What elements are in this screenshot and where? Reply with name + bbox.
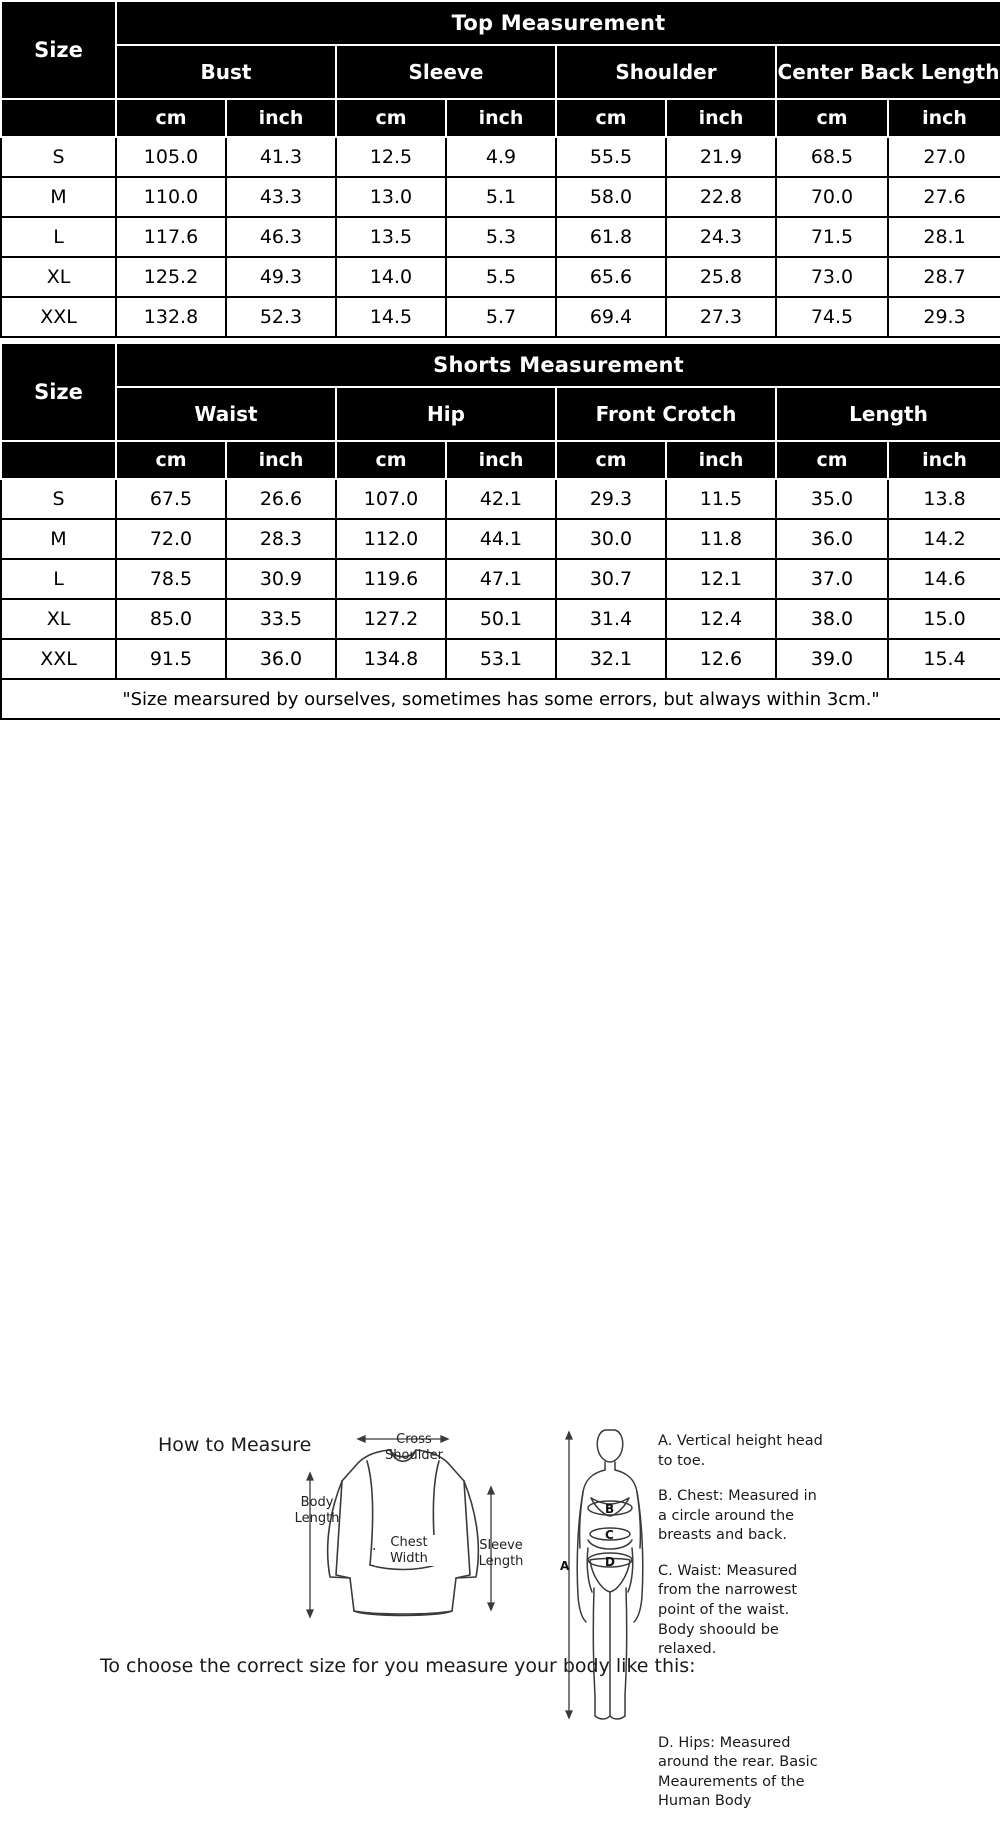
unit-inch-front-crotch: inch [666,441,776,479]
table-row-note [1,679,1000,719]
cell-value: 5.1 [446,177,556,217]
cell-value: 72.0 [116,519,226,559]
label-cross-shoulder: Cross Shoulder [385,1432,443,1463]
cell-value: 35.0 [776,479,888,519]
cell-value: 117.6 [116,217,226,257]
table-row [1,599,1000,639]
cell-value: 30.7 [556,559,666,599]
unit-cm-bust: cm [116,99,226,137]
marker-c: C [605,1528,614,1542]
unit-inch-bust: inch [226,99,336,137]
how-to-measure-section [0,720,1000,1810]
cell-value: 46.3 [226,217,336,257]
cell-value: 13.0 [336,177,446,217]
table-row [1,479,1000,519]
unit-inch-length: inch [888,441,1000,479]
shorts-measurement-table-wrap [0,342,1000,720]
cell-value: 38.0 [776,599,888,639]
cell-value: 52.3 [226,297,336,337]
cell-value: 5.5 [446,257,556,297]
table-row [1,559,1000,599]
table-row-group-title [1,1,1000,45]
unit-cm-waist: cm [116,441,226,479]
cell-value: 15.4 [888,639,1000,679]
cell-value: 110.0 [116,177,226,217]
units-corner-cell [1,441,116,479]
cell-value: 71.5 [776,217,888,257]
group-hip: Hip [336,387,556,441]
unit-cm-cbl: cm [776,99,888,137]
body-figure-diagram [560,1420,670,1730]
table-row [1,257,1000,297]
group-front-crotch: Front Crotch [556,387,776,441]
cell-value: 12.5 [336,137,446,177]
cell-value: 27.6 [888,177,1000,217]
cell-value: 42.1 [446,479,556,519]
size-header-cell: Size [1,343,116,441]
legend-item-b: B. Chest: Measured in a circle around the breasts and back. [658,1488,817,1544]
cell-value: 11.5 [666,479,776,519]
cell-value: 29.3 [556,479,666,519]
cell-value: 132.8 [116,297,226,337]
unit-inch-hip: inch [446,441,556,479]
cell-value: 78.5 [116,559,226,599]
cell-value: 112.0 [336,519,446,559]
row-size-label: XXL [1,639,116,679]
row-size-label: S [1,137,116,177]
row-size-label: XL [1,599,116,639]
group-center-back-length: Center Back Length [776,45,1000,99]
cell-value: 30.9 [226,559,336,599]
table-row-units [1,99,1000,137]
unit-inch-waist: inch [226,441,336,479]
cell-value: 58.0 [556,177,666,217]
table-row [1,217,1000,257]
cell-value: 29.3 [888,297,1000,337]
cell-value: 31.4 [556,599,666,639]
units-corner-cell [1,99,116,137]
unit-cm-shoulder: cm [556,99,666,137]
cell-value: 36.0 [226,639,336,679]
cell-value: 47.1 [446,559,556,599]
label-sleeve-length: Sleeve Length [478,1538,524,1569]
cell-value: 70.0 [776,177,888,217]
cell-value: 44.1 [446,519,556,559]
cell-value: 37.0 [776,559,888,599]
cell-value: 12.1 [666,559,776,599]
cell-value: 14.2 [888,519,1000,559]
cell-value: 119.6 [336,559,446,599]
cell-value: 11.8 [666,519,776,559]
cell-value: 26.6 [226,479,336,519]
cell-value: 15.0 [888,599,1000,639]
label-body-length: Body Length [294,1495,340,1526]
legend-item-a: A. Vertical height head to toe. [658,1433,823,1469]
legend-item-d: D. Hips: Measured around the rear. Basic Meaurements of the Human Body [658,1734,818,1810]
cell-value: 22.8 [666,177,776,217]
table-row [1,297,1000,337]
top-measurement-table-wrap [0,0,1000,338]
cell-value: 33.5 [226,599,336,639]
group-waist: Waist [116,387,336,441]
cell-value: 32.1 [556,639,666,679]
cell-value: 21.9 [666,137,776,177]
measurement-note: "Size mearsured by ourselves, sometimes has some errors, but always within 3cm." [1,679,1000,719]
group-sleeve: Sleeve [336,45,556,99]
cell-value: 41.3 [226,137,336,177]
group-shoulder: Shoulder [556,45,776,99]
marker-a: A [560,1559,570,1573]
unit-cm-front-crotch: cm [556,441,666,479]
cell-value: 53.1 [446,639,556,679]
row-size-label: S [1,479,116,519]
legend-item-c: C. Waist: Measured from the narrowest point of the waist. Body shoould be relaxed. [658,1562,798,1658]
cell-value: 5.7 [446,297,556,337]
table-row [1,519,1000,559]
choose-size-text: To choose the correct size for you measure your body like this: [100,1655,696,1677]
cell-value: 28.1 [888,217,1000,257]
cell-value: 27.0 [888,137,1000,177]
group-title-top: Top Measurement [116,1,1000,45]
table-row [1,137,1000,177]
table-row-groups [1,387,1000,441]
table-row [1,639,1000,679]
row-size-label: L [1,217,116,257]
unit-inch-cbl: inch [888,99,1000,137]
top-measurement-table [0,0,1000,338]
cell-value: 39.0 [776,639,888,679]
row-size-label: L [1,559,116,599]
cell-value: 14.6 [888,559,1000,599]
cell-value: 73.0 [776,257,888,297]
cell-value: 12.4 [666,599,776,639]
marker-d: D [605,1555,615,1569]
unit-cm-hip: cm [336,441,446,479]
cell-value: 43.3 [226,177,336,217]
unit-inch-sleeve: inch [446,99,556,137]
cell-value: 69.4 [556,297,666,337]
table-row [1,177,1000,217]
cell-value: 61.8 [556,217,666,257]
cell-value: 30.0 [556,519,666,559]
table-row-units [1,441,1000,479]
cell-value: 68.5 [776,137,888,177]
measurement-legend [658,1432,828,1828]
group-bust: Bust [116,45,336,99]
cell-value: 134.8 [336,639,446,679]
cell-value: 4.9 [446,137,556,177]
cell-value: 85.0 [116,599,226,639]
cell-value: 74.5 [776,297,888,337]
cell-value: 13.8 [888,479,1000,519]
row-size-label: M [1,177,116,217]
cell-value: 49.3 [226,257,336,297]
cell-value: 65.6 [556,257,666,297]
row-size-label: XXL [1,297,116,337]
group-title-shorts: Shorts Measurement [116,343,1000,387]
table-row-group-title [1,343,1000,387]
cell-value: 125.2 [116,257,226,297]
unit-inch-shoulder: inch [666,99,776,137]
marker-b: B [605,1502,615,1516]
cell-value: 13.5 [336,217,446,257]
cell-value: 25.8 [666,257,776,297]
cell-value: 105.0 [116,137,226,177]
cell-value: 107.0 [336,479,446,519]
row-size-label: M [1,519,116,559]
cell-value: 24.3 [666,217,776,257]
cell-value: 50.1 [446,599,556,639]
how-to-measure-title: How to Measure [158,1434,312,1456]
cell-value: 127.2 [336,599,446,639]
cell-value: 28.3 [226,519,336,559]
size-header-cell: Size [1,1,116,99]
cell-value: 36.0 [776,519,888,559]
cell-value: 14.0 [336,257,446,297]
cell-value: 5.3 [446,217,556,257]
cell-value: 27.3 [666,297,776,337]
cell-value: 91.5 [116,639,226,679]
cell-value: 67.5 [116,479,226,519]
group-length: Length [776,387,1000,441]
shorts-measurement-table [0,342,1000,720]
label-chest-width: Chest Width [375,1535,443,1566]
unit-cm-length: cm [776,441,888,479]
unit-cm-sleeve: cm [336,99,446,137]
row-size-label: XL [1,257,116,297]
cell-value: 28.7 [888,257,1000,297]
table-row-groups [1,45,1000,99]
cell-value: 14.5 [336,297,446,337]
cell-value: 12.6 [666,639,776,679]
cell-value: 55.5 [556,137,666,177]
